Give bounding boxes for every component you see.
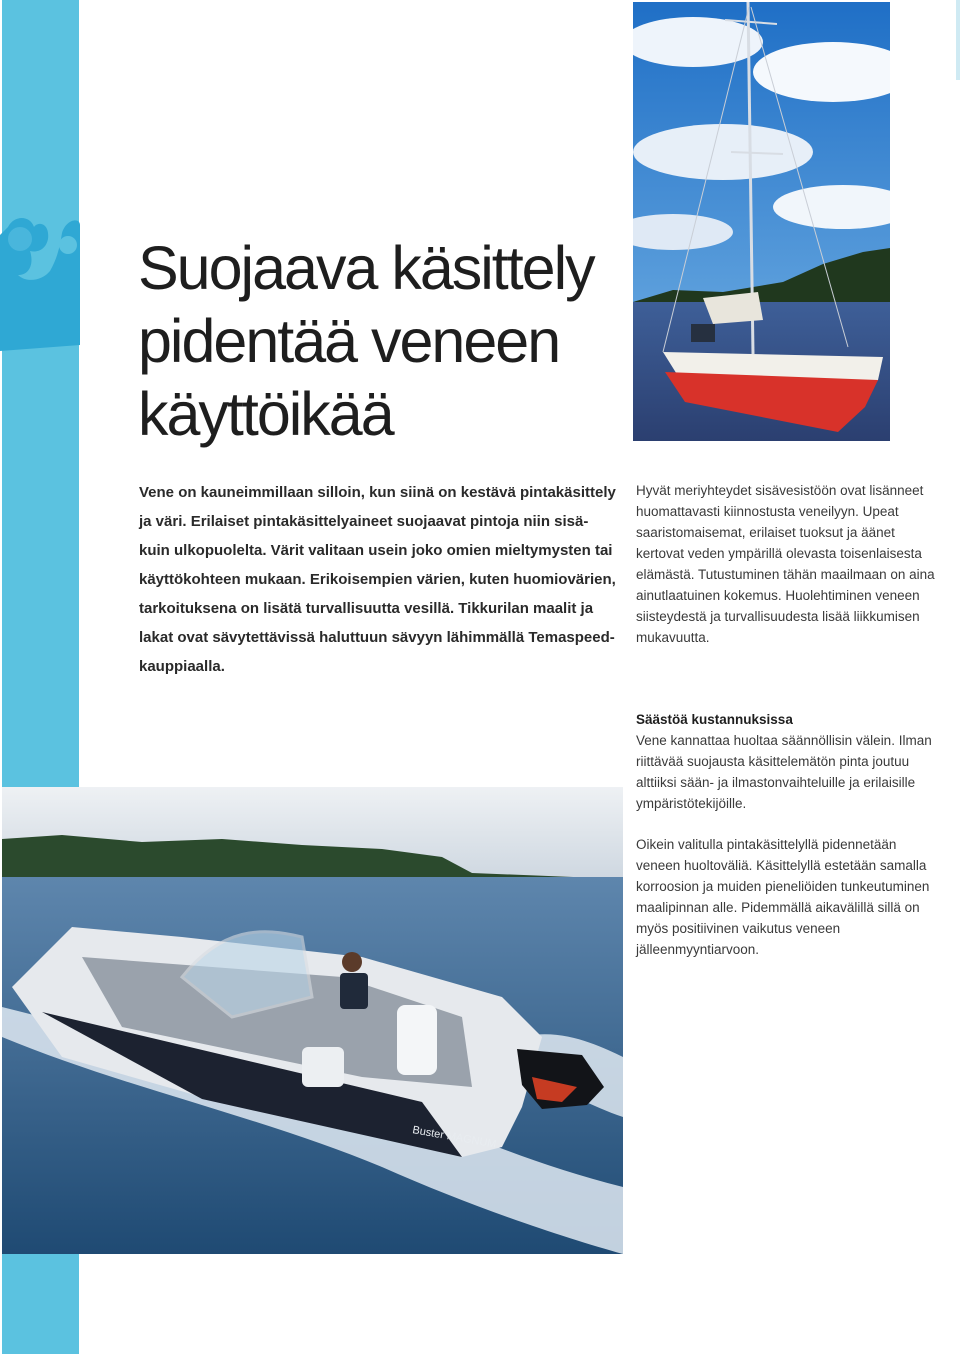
intro-paragraph: Vene on kauneimmillaan silloin, kun siinä on kestävä pintakäsittely ja väri. Erilaiset pintakäsittelyaineet suojaavat pintoja niin sisä- kuin ulkopuolelta. Värit valitaan usein joko omien mieltymysten tai käyttökohteen mukaan. Erikoisempien värien, kuten huomiovärien, tarkoituksena on lisätä turvallisuutta vesillä. Tikkurilan maalit ja lakat ovat sävytettävissä haluttuun sävyyn lähimmällä Temaspeed-kauppiaalla. [139, 484, 616, 675]
right-column-closing [636, 834, 936, 960]
right-column-intro [636, 480, 936, 648]
title-line-1: Suojaava käsittely [138, 234, 594, 302]
savings-section [636, 709, 936, 814]
right-paragraph-3: Oikein valitulla pintakäsittelyllä pidennetään veneen huoltoväliä. Käsittelyllä estetään samalla korroosion ja muiden pieneliöiden tunkeutuminen maalipinnan alle. Pidemmällä aikavälillä sillä on myös positiivinen vaikutus veneen jälleenmyyntiarvoon. [636, 837, 930, 957]
title-line-2: pidentää veneen [138, 307, 560, 375]
right-paragraph-2: Vene kannattaa huoltaa säännöllisin välein. Ilman riittävää suojausta käsittelemätön pinta joutuu alttiiksi sään- ja ilmastonvaihteluille ja erilaisille ympäristötekijöille. [636, 733, 932, 811]
hull-brand-text: Buster MAGNUM [411, 1124, 498, 1151]
savings-heading: Säästöä kustannuksissa [636, 712, 793, 727]
right-paragraph-1: Hyvät meriyhteydet sisävesistöön ovat lisänneet huomattavasti kiinnostusta veneilyyn. Upeat saaristomaisemat, erilaiset tuoksut ja äänet kertovat veden ympärillä olevasta toisenlaisesta elämästä. Tutustuminen tähän maailmaan on aina ainutlaatuinen kokemus. Huolehtiminen veneen siisteydestä ja turvallisuudesta lisää liikkumisen mukavuutta. [636, 483, 935, 645]
motorboat-photo [2, 787, 623, 1254]
sailboat-photo [633, 2, 890, 441]
crown-logo-icon [0, 205, 80, 355]
page-edge-marker [956, 0, 960, 80]
title-line-3: käyttöikää [138, 380, 393, 448]
page-title [138, 232, 638, 451]
